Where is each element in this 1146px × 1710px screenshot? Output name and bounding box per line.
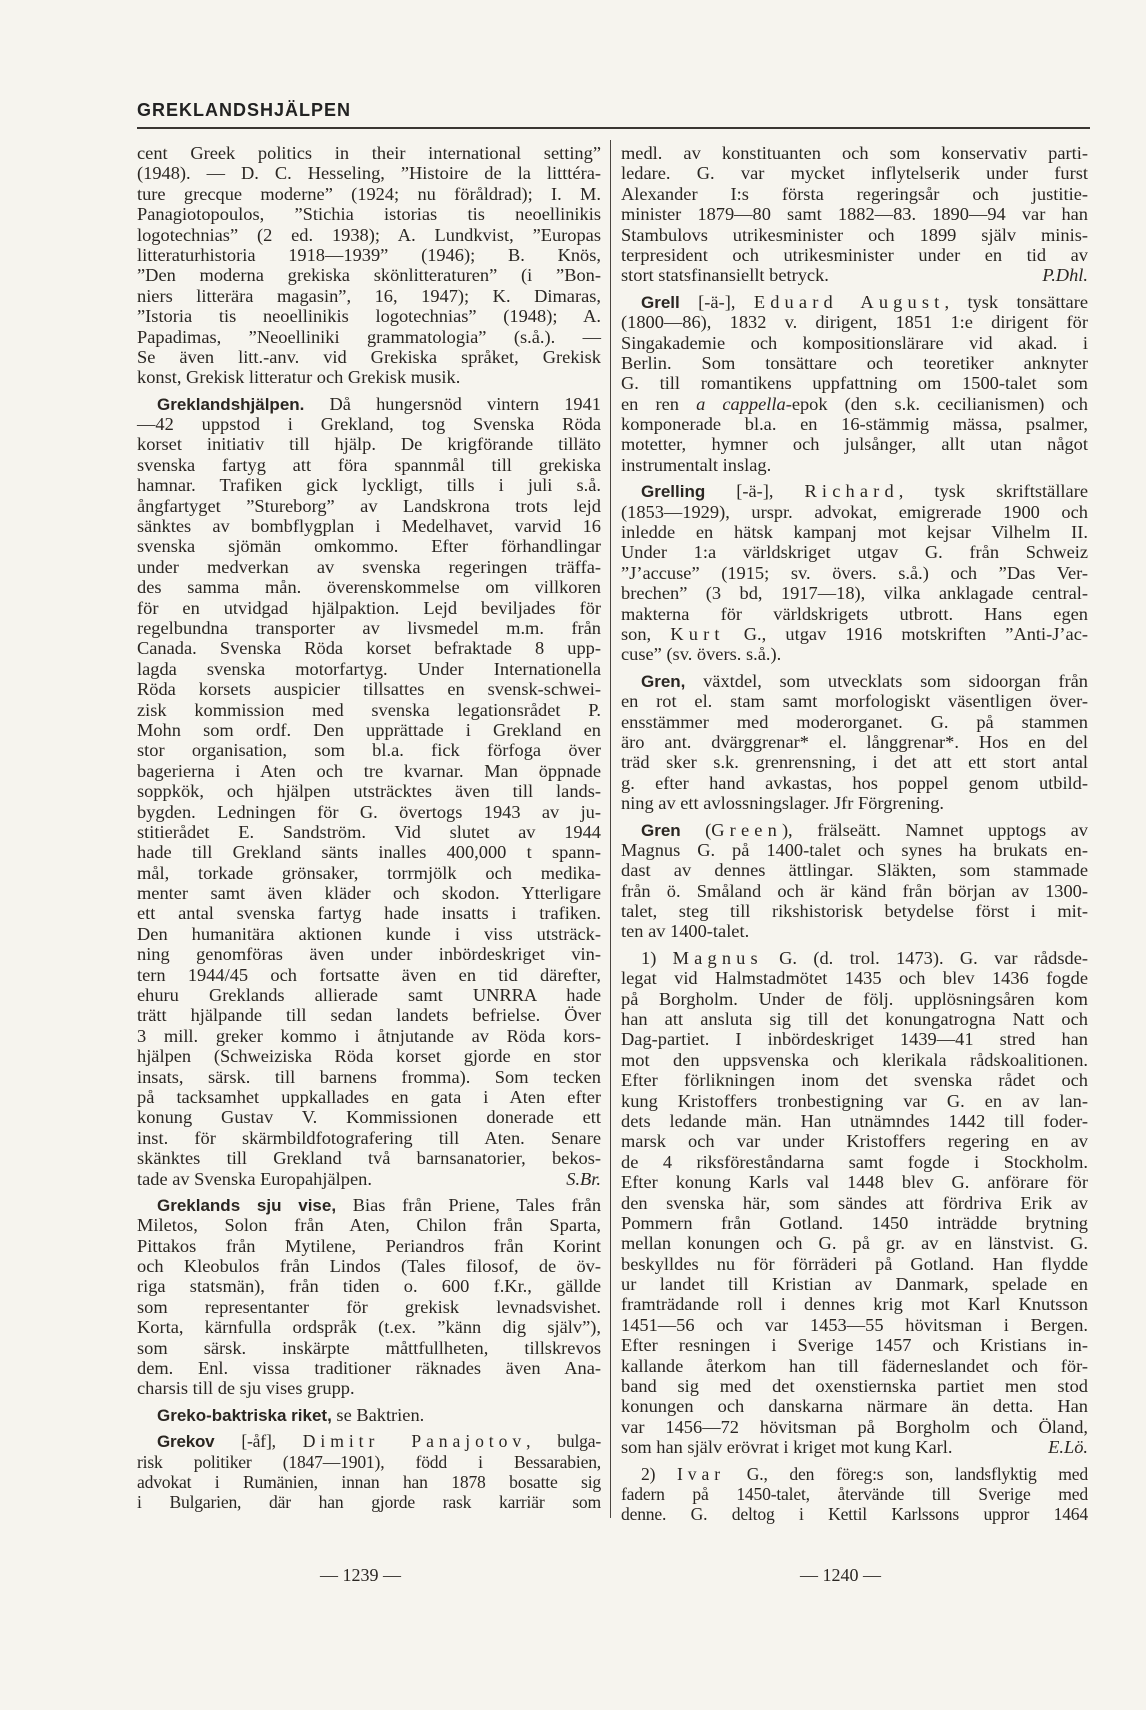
text-line [137, 1405, 601, 1425]
text-line [137, 394, 601, 414]
text-line: ett antal svenska fartyg hade insatts i trafiken. [137, 903, 601, 924]
text-line: trätt hjälpande till sedan landets befrielse. Över [137, 1005, 601, 1026]
text-line: denne. G. deltog i Kettil Karlssons uppror 1464 [621, 1504, 1088, 1525]
text-segment: G., utgav 1916 motskriften ”Anti-J’ac- [724, 623, 1088, 644]
spaced-name: Richard [804, 481, 899, 502]
right-column [621, 143, 1088, 1525]
text-line: ”Den moderna grekiska skönlitteraturen” (i ”Bon- [137, 265, 601, 286]
text-line: som representanter för grekisk levnadsvishet. [137, 1296, 601, 1317]
headword: Greklands sju vise, [157, 1195, 337, 1215]
text-line: Dag-partiet. I inbördeskriget 1439—41 stred han [621, 1029, 1088, 1050]
text-line: brechen” (3 bd, 1917—18), vilka anklagade central- [621, 583, 1088, 604]
entry-paragraph [137, 1405, 601, 1425]
text-line: dem. Enl. vissa traditioner räknades även Ana- [137, 1358, 601, 1379]
text-line: fadern på 1450-talet, återvände till Sverige med [621, 1484, 1088, 1504]
text-line: 3 mill. greker kommo i åtnjutande av Röda kors- [137, 1025, 601, 1046]
text-line: makterna för världskrigets utbrott. Hans egen [621, 603, 1088, 624]
text-line: des samma mån. överenskommelse om villkoren [137, 577, 601, 598]
text-segment: -epok (den s.k. cecilianismen) och [785, 393, 1088, 414]
text-line: Efter förlikningen inom det svenska rådet och [621, 1070, 1088, 1091]
text-line: mellan konungen och G. på gr. av en länstvist. G. [621, 1233, 1088, 1254]
text-segment: ( [680, 819, 712, 840]
text-line: G. till romantikens uppfattning om 1500-talet som [621, 373, 1088, 394]
text-line: tern 1944/45 och fortsatte även en tid därefter, [137, 964, 601, 985]
column-divider [610, 140, 611, 1518]
text-line: menter samt även kläder och skodon. Ytterligare [137, 883, 601, 904]
headword: Grekov [157, 1432, 215, 1452]
text-line: mål, torkade grönsaker, torrmjölk och medika- [137, 862, 601, 883]
text-line [137, 1195, 601, 1215]
text-line: riga statsmän), från tiden o. 600 f.Kr., gällde [137, 1276, 601, 1297]
text-segment: , tysk skriftställare [898, 481, 1088, 502]
text-line: sänktes av bombflygplan i Medelhavet, varvid 16 [137, 516, 601, 537]
text-line: hade till Grekland sänts inalles 400,000 t spann- [137, 842, 601, 863]
text-line: (1948). — D. C. Hesseling, ”Histoire de la litttéra- [137, 163, 601, 184]
text-line: mot den uppsvenska och klerikala rådskoalitionen. [621, 1049, 1088, 1070]
text-line: motetter, hymner och julsånger, allt utan något [621, 434, 1088, 455]
text-line: på tacksamhet uppkallades en gata i Aten efter [137, 1086, 601, 1107]
text-line: Korta, kärnfulla ordspråk (t.ex. ”känn dig själv”), [137, 1317, 601, 1338]
text-line: terpresident och utrikesminister under en tid av [621, 244, 1088, 265]
text-line: bagerierna i Aten och tre kvarnar. Man öppnade [137, 760, 601, 781]
entry-paragraph [137, 394, 601, 1189]
text-line [621, 624, 1088, 644]
text-line: konst, Grekisk litteratur och Grekisk musik. [137, 367, 461, 388]
text-line: i Bulgarien, där han gjorde rask karriär som [137, 1492, 601, 1513]
text-line: ”Istoria tis neoellinikis logotechnias” (1948); A. [137, 306, 601, 327]
text-line: Panagiotopoulos, ”Stichia istorias tis neoellinikis [137, 204, 601, 225]
text-line: dets ledande män. Han utnämndes 1442 till foder- [621, 1110, 1088, 1131]
spaced-name: Green [711, 819, 782, 840]
text-line: ensstämmer med moderorganet. G. på stammen [621, 711, 1088, 732]
text-line: Efter konung Karls val 1448 blev G. anförare för [621, 1172, 1088, 1193]
text-segment: som han själv erövrat i kriget mot kung Karl. [621, 1437, 953, 1458]
text-line: framträdande roll i dennes krig mot Karl Knutsson [621, 1294, 1088, 1315]
text-line: ångfartyget ”Stureborg” av Landskrona trots lejd [137, 495, 601, 516]
text-segment: 2) [641, 1463, 677, 1484]
text-line: ten av 1400-talet. [621, 921, 750, 942]
text-line: Magnus G. på 1400-talet och synes ha brukats en- [621, 839, 1088, 860]
text-line: regelbundna transporter av livsmedel m.m. från [137, 617, 601, 638]
spaced-name: Kurt [670, 623, 725, 644]
text-line: svenska fartyg att föra spannmål till grekiska [137, 454, 601, 475]
text-line: lagda svenska motorfartyg. Under Internationella [137, 658, 601, 679]
text-line: träd sker s.k. grenrensning, i det att ett stort antal [621, 752, 1088, 773]
text-line: dast av dennes ättlingar. Släkten, som stammade [621, 860, 1088, 881]
text-line: —42 uppstod i Grekland, tog Svenska Röda [137, 414, 601, 435]
text-line: (1853—1929), urspr. advokat, emigrerade 1900 och [621, 501, 1088, 522]
spaced-name: Dimitr Panajotov [302, 1431, 527, 1452]
text-line: cent Greek politics in their international setting” [137, 143, 601, 163]
text-line: g. efter hand avkastas, hos poppel genom utbild- [621, 772, 1088, 793]
text-line: de 4 riksföreståndarna samt fogde i Stockholm. [621, 1151, 1088, 1172]
text-segment: [-ä-], [679, 291, 754, 312]
text-line: legat vid Halmstadmötet 1435 och blev 1436 fogde [621, 968, 1088, 989]
text-line: bygden. Ledningen för G. övertogs 1943 av ju- [137, 801, 601, 822]
text-line: äro ant. dvärggrenar* el. långgrenar*. Hos en del [621, 731, 1088, 752]
text-line: kallande återkom han till fäderneslandet och för- [621, 1355, 1088, 1376]
text-line: insats, särsk. till barnens fromma). Som tecken [137, 1066, 601, 1087]
text-line [621, 948, 1088, 968]
left-column [137, 143, 601, 1513]
headword: Gren [641, 820, 681, 840]
entry-paragraph [621, 671, 1088, 814]
text-line: ning genomföras även under inbördeskriget vin- [137, 944, 601, 965]
text-line: marsk och var under Kristoffers regering en av [621, 1131, 1088, 1152]
text-line: Stambulovs utrikesminister och 1899 själv minis- [621, 224, 1088, 245]
text-line: (1800—86), 1832 v. dirigent, 1851 1:e dirigent för [621, 312, 1088, 333]
author-signature: S.Br. [566, 1168, 601, 1189]
text-line [621, 292, 1088, 312]
text-line: niers litterära magasin”, 16, 1947); K. Dimaras, [137, 285, 601, 306]
entry-paragraph [621, 481, 1088, 665]
text-line: 1451—56 och var 1453—55 hövitsman i Bergen. [621, 1314, 1088, 1335]
text-line: för en utvidgad hjälpaktion. Lejd beviljades för [137, 597, 601, 618]
text-line: ur landet till Kristian av Danmark, spelade en [621, 1274, 1088, 1295]
text-segment: son, [621, 623, 671, 644]
text-line: soppkök, och hjälpen utsträcktes även till lands- [137, 781, 601, 802]
text-line [621, 265, 1088, 285]
text-segment: 1) [641, 947, 673, 968]
spaced-name: Eduard August [753, 291, 945, 312]
entry-paragraph [137, 143, 601, 388]
text-segment: tade av Svenska Europahjälpen. [137, 1168, 372, 1189]
text-line: minister 1879—80 samt 1882—83. 1890—94 var han [621, 204, 1088, 225]
text-line: stitierådet E. Sandström. Vid slutet av 1944 [137, 821, 601, 842]
text-line: Berlin. Som tonsättare och teoretiker anknyter [621, 352, 1088, 373]
entry-paragraph [621, 1464, 1088, 1525]
entry-paragraph [621, 143, 1088, 286]
entry-paragraph [137, 1431, 601, 1513]
text-line: konungen och danskarna närmare än detta. Han [621, 1396, 1088, 1417]
text-line: inledde en hätsk kampanj mot kejsar Vilhelm II. [621, 522, 1088, 543]
text-line: Efter resningen i Sverige 1457 och Kristians in- [621, 1335, 1088, 1356]
text-line: risk politiker (1847—1901), född i Bessarabien, [137, 1451, 601, 1472]
text-segment: se Baktrien. [331, 1404, 425, 1425]
text-line: litteraturhistoria 1918—1939” (1946); B. Knös, [137, 244, 601, 265]
text-line: stor organisation, som bl.a. fick förfoga över [137, 740, 601, 761]
text-line: advokat i Rumänien, innan han 1878 bosatte sig [137, 1472, 601, 1492]
author-signature: E.Lö. [1048, 1437, 1088, 1458]
text-line: instrumentalt inslag. [621, 454, 772, 475]
italic-text: a cappella [696, 393, 786, 414]
headword: Grelling [641, 482, 706, 502]
text-line: Miletos, Solon från Aten, Chilon från Sparta, [137, 1215, 601, 1236]
text-line: komponerade bl.a. en 16-stämmig mässa, psalmer, [621, 414, 1088, 435]
text-line [621, 481, 1088, 501]
text-line: Pittakos från Mytilene, Periandros från Korint [137, 1235, 601, 1256]
spaced-name: Magnus [672, 947, 763, 968]
text-line: beskylldes nu för förräderi på Gotland. Han flydde [621, 1253, 1088, 1274]
headword: Greklandshjälpen. [157, 394, 305, 414]
text-segment: en ren [621, 393, 697, 414]
headword: Greko-baktriska riket, [157, 1405, 332, 1425]
headword: Grell [641, 292, 680, 312]
text-line: logotechnias” (2 ed. 1938); A. Lundkvist, ”Europas [137, 224, 601, 245]
headword: Gren, [641, 671, 686, 691]
text-line: ture grecque moderne” (1924; nu föråldrad); I. M. [137, 183, 601, 204]
text-line [621, 820, 1088, 840]
text-segment: stort statsfinansiellt betryck. [621, 265, 829, 286]
text-line [621, 1464, 1088, 1484]
text-line [621, 671, 1088, 691]
text-line: Pommern från Gotland. 1450 inträdde brytning [621, 1212, 1088, 1233]
text-line: korset initiativ till hjälp. De krigförande tilläto [137, 434, 601, 455]
text-segment: G., den föreg:s son, landsflyktig med [725, 1463, 1088, 1484]
text-line: svenska sjömän omkommo. Efter förhandlingar [137, 536, 601, 557]
author-signature: P.Dhl. [1042, 265, 1088, 286]
text-line: kung Kristoffers tronbestigning var G. en av lan- [621, 1090, 1088, 1111]
entry-paragraph [621, 292, 1088, 476]
text-line: från ö. Småland och är känd från början av 1300- [621, 880, 1088, 901]
text-line [621, 394, 1088, 414]
text-segment: [-ä-], [705, 481, 805, 502]
text-line: han att ansluta sig till det konungatrogna Natt och [621, 1009, 1088, 1030]
text-segment: , bulga- [526, 1431, 601, 1452]
text-line: talet, steg till rikshistorisk betydelse först i mit- [621, 901, 1088, 922]
text-line: var 1456—72 hövitsman på Borgholm och Öland, [621, 1416, 1088, 1437]
text-line: konung Gustav V. Kommissionen donerade ett [137, 1107, 601, 1128]
text-segment: [-åf], [214, 1431, 303, 1452]
text-segment: Bias från Priene, Tales från [336, 1194, 602, 1215]
text-segment: ), frälseätt. Namnet upptogs av [781, 819, 1088, 840]
text-segment: G. (d. trol. 1473). G. var rådsde- [762, 947, 1089, 968]
text-line: hjälpen (Schweiziska Röda korset gjorde en stor [137, 1046, 601, 1067]
text-line: Canada. Svenska Röda korset befraktade 8 upp- [137, 638, 601, 659]
text-line [137, 1431, 601, 1451]
text-line: Alexander I:s första regeringsår och justitie- [621, 183, 1088, 204]
text-line: skänktes till Grekland två barnsanatorier, bekos- [137, 1148, 601, 1169]
text-line: charsis till de sju vises grupp. [137, 1378, 355, 1399]
text-line: ehuru Greklands allierade samt UNRRA hade [137, 985, 601, 1006]
text-segment: Då hungersnöd vintern 1941 [304, 393, 601, 414]
text-line: zisk kommission med svenska legationsrådet P. [137, 699, 601, 720]
text-line: Röda korsets auspicier tillsattes en svensk-schwei- [137, 679, 601, 700]
entry-paragraph [621, 948, 1088, 1458]
text-line: band sig med det oxenstiernska partiet men stod [621, 1376, 1088, 1397]
text-line: cuse” (sv. övers. s.å.). [621, 644, 782, 665]
text-line: inst. för skärmbildfotografering till Aten. Senare [137, 1127, 601, 1148]
text-line: ning av ett avlossningslager. Jfr Förgrening. [621, 793, 944, 814]
entry-paragraph [621, 820, 1088, 942]
text-line: som särsk. inskärpte måttfullheten, tillskrevos [137, 1337, 601, 1358]
spaced-name: Ivar [677, 1463, 726, 1484]
header-rule [137, 127, 1090, 129]
text-line: ledare. G. var mycket inflytelserik under furst [621, 163, 1088, 184]
text-line: Singakademie och kompositionslärare vid akad. i [621, 332, 1088, 353]
page-number-right: — 1240 — [800, 1565, 881, 1585]
page-number-left: — 1239 — [320, 1565, 401, 1585]
text-line: en rot el. stam samt morfologiskt väsentligen över- [621, 691, 1088, 712]
text-line: den svenska här, som sändes att fördriva Erik av [621, 1192, 1088, 1213]
text-line [137, 1169, 601, 1189]
running-head: GREKLANDSHJÄLPEN [137, 100, 352, 120]
text-line: Se även litt.-anv. vid Grekiska språket, Grekisk [137, 346, 601, 367]
text-line: och Kleobulos från Lindos (Tales filosof, de öv- [137, 1256, 601, 1277]
text-line: medl. av konstituanten och som konservativ parti- [621, 143, 1088, 163]
text-segment: , tysk tonsättare [944, 291, 1088, 312]
text-line: på Borgholm. Under de följ. upplösningsåren kom [621, 988, 1088, 1009]
text-line: under medverkan av svenska regeringen träffa- [137, 556, 601, 577]
text-line: hamnar. Trafiken gick lyckligt, tills i juli s.å. [137, 475, 601, 496]
text-line: ”J’accuse” (1915; sv. övers. s.å.) och ”Das Ver- [621, 562, 1088, 583]
text-line: Den humanitära aktionen kunde i viss utsträck- [137, 923, 601, 944]
text-line: Mohn som ordf. Den upprättade i Grekland en [137, 719, 601, 740]
text-line [621, 1437, 1088, 1457]
text-segment: växtdel, som utvecklats som sidoorgan från [685, 670, 1088, 691]
entry-paragraph [137, 1195, 601, 1399]
text-line: Papadimas, ”Neoelliniki grammatologia” (s.å.). — [137, 326, 601, 347]
text-line: Under 1:a världskriget utgav G. från Schweiz [621, 542, 1088, 563]
